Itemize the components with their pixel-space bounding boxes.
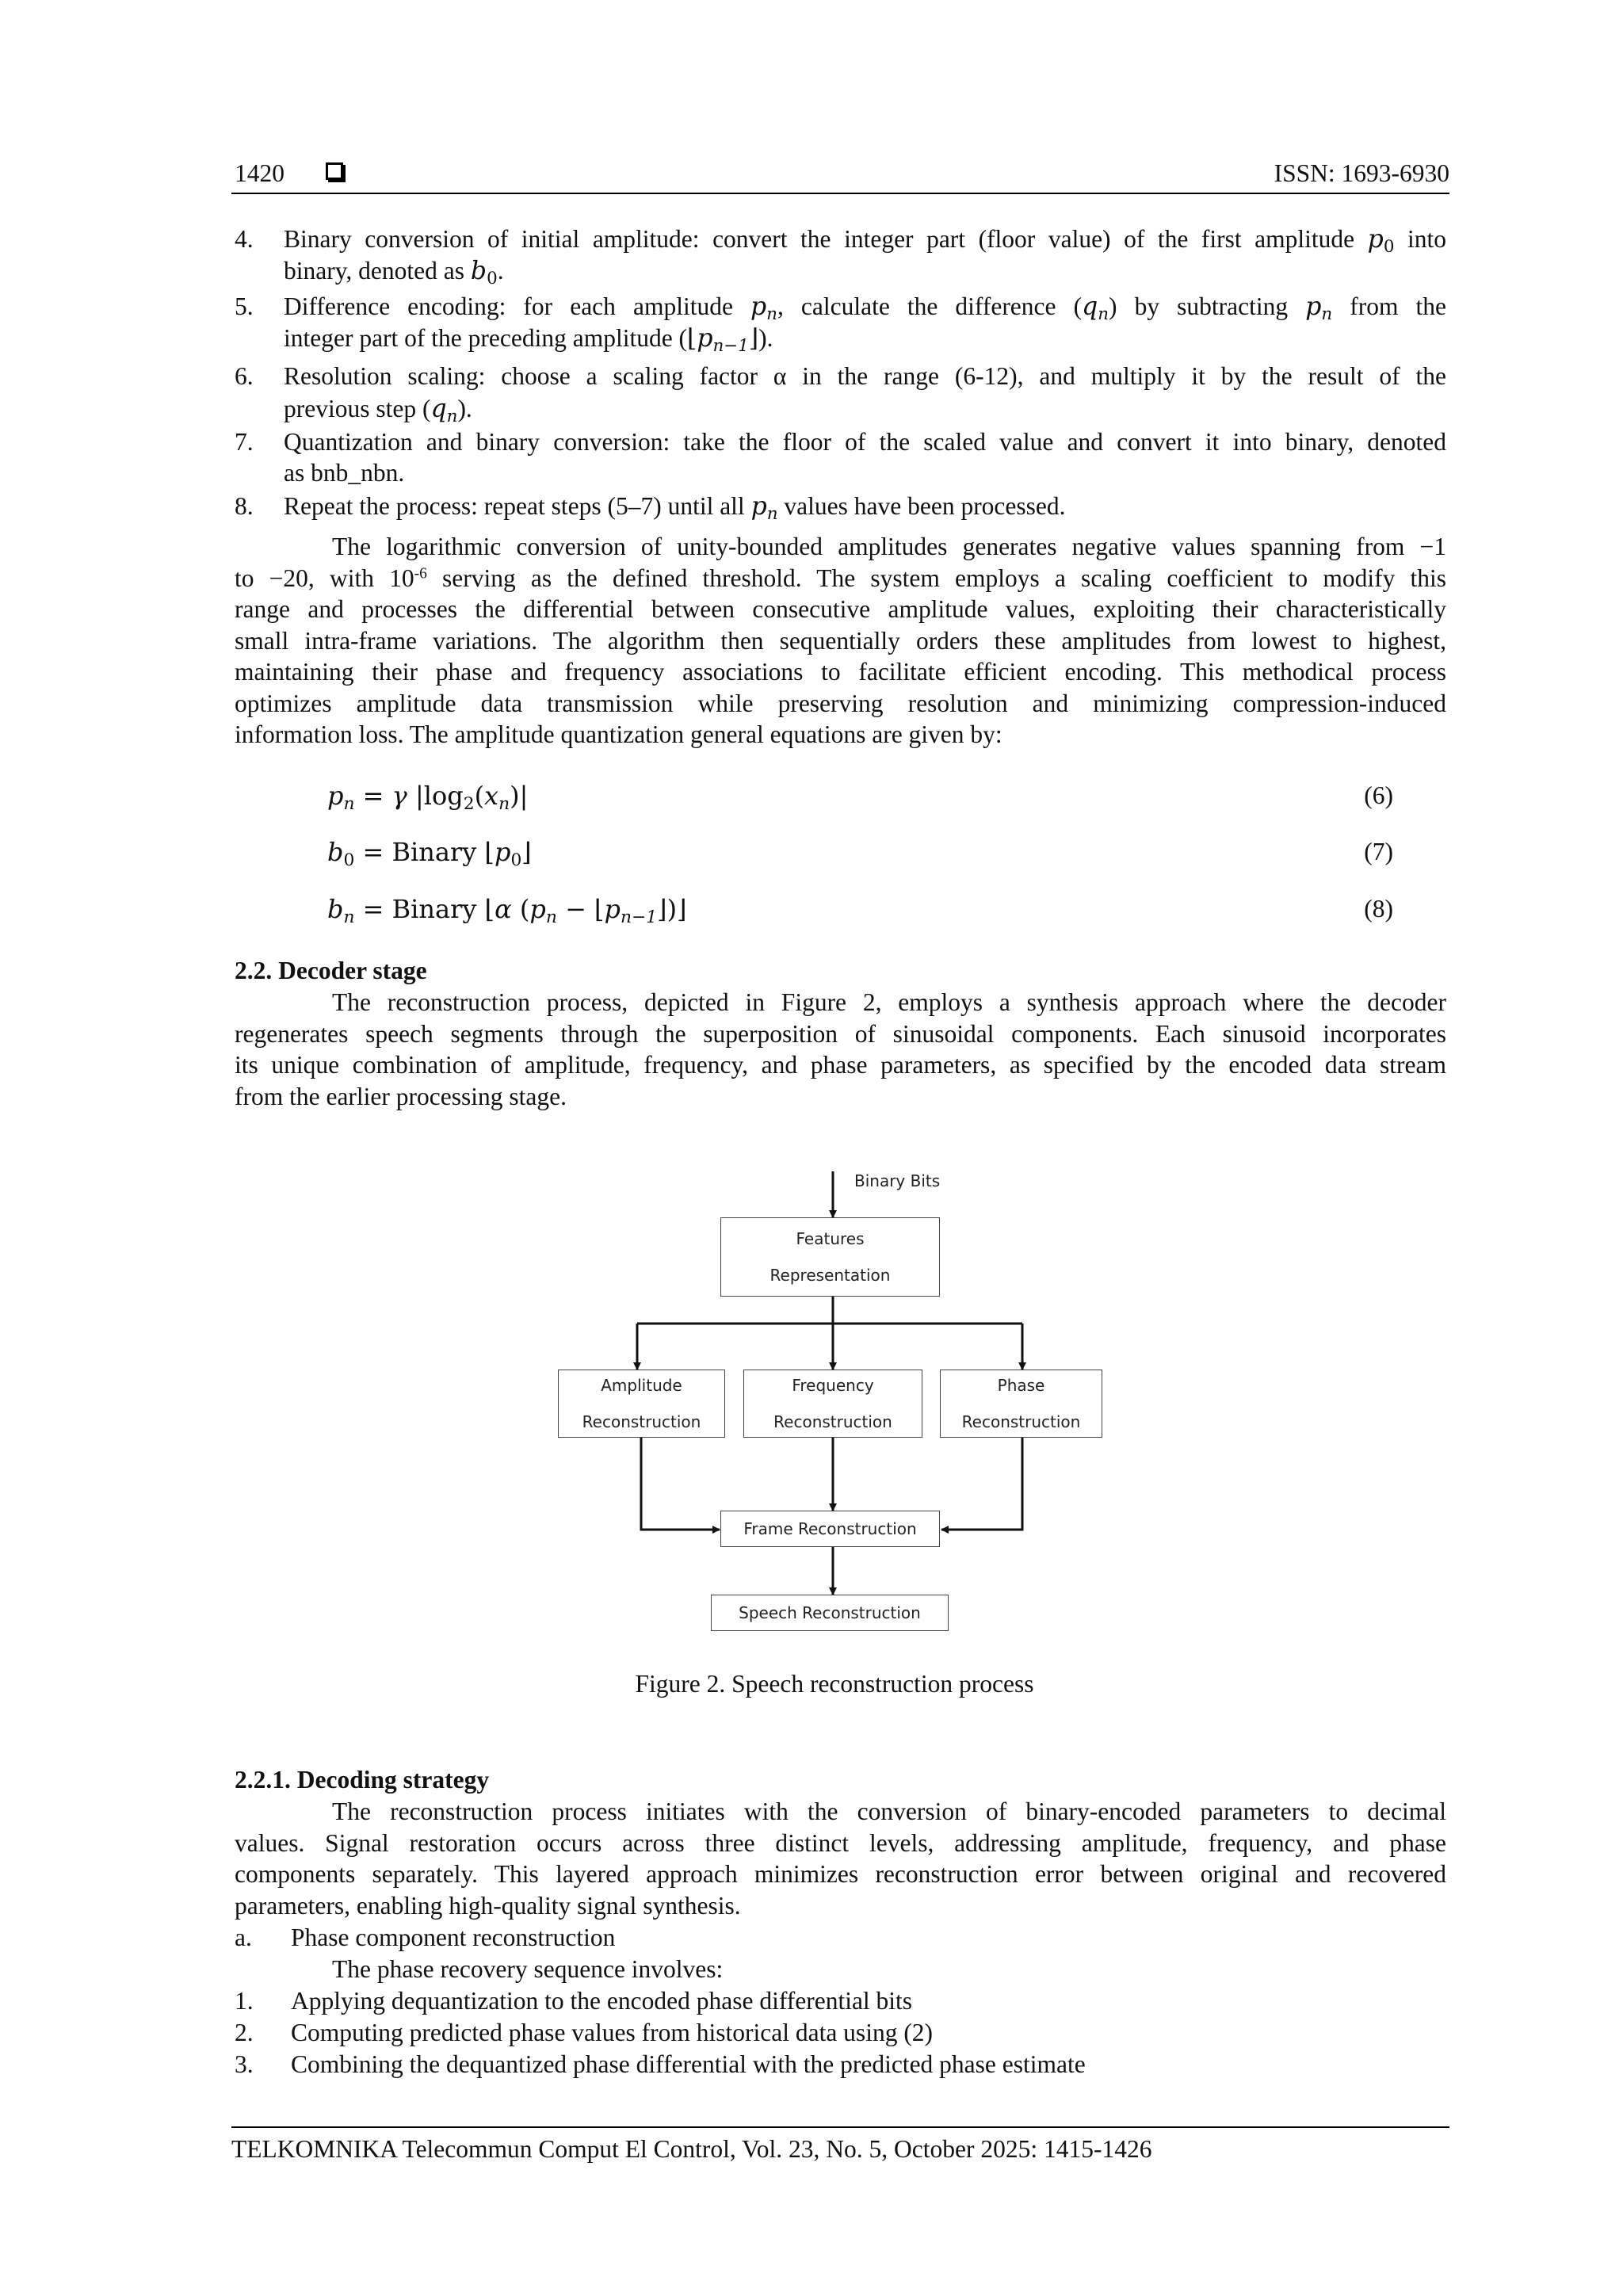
list-item: 7. Quantization and binary conversion: take the floor of the scaled value and convert it into binary, denoted as bnb_nbn.: [235, 428, 1446, 487]
list-item: 2. Computing predicted phase values from historical data using (2): [235, 2019, 934, 2046]
square-bullet-icon: [326, 162, 343, 180]
equation-6: $p_n = \gamma$ $|\log_2(x_n)|$: [327, 781, 529, 815]
list-item: 4. Binary conversion of initial amplitude: convert the integer part (floor value) of the first amplitude $p_0$ into binary, denoted as $b_0$.: [235, 225, 1446, 288]
speech-reconstruction-box: Speech Reconstruction: [711, 1595, 949, 1631]
step-list: [235, 223, 1446, 522]
input-label: Binary Bits: [854, 1171, 941, 1190]
equation-8: $b_n$ = Binary ⌊α ($p_n$ − $⌊p_{n-1}⌋)⌋$: [327, 894, 687, 928]
equation-number-7: (7): [1364, 838, 1393, 865]
arrow-phase-to-frame: [941, 1437, 1022, 1530]
decoding-paragraph: The reconstruction process initiates with the conversion of binary-encoded parameters to decimal values. Signal restoration occurs across three distinct levels, addressing amplitude, frequency, and phase components separately. This layered approach minimizes reconstruction error between original and recovered parameters, enabling high-quality signal synthesis.: [235, 1797, 1446, 1920]
equation-7: $b_0$ = Binary $⌊p_0⌋$: [327, 837, 532, 871]
list-item: 5. Difference encoding: for each amplitude $p_n$, calculate the difference $(q_n)$ by subtracting $p_n$ from the integer part of the preceding amplitude $(⌊p_{n-1}⌋)$.: [235, 292, 1446, 356]
equation-number-8: (8): [1364, 895, 1393, 923]
frequency-reconstruction-box: Frequency Reconstruction: [743, 1370, 922, 1438]
phase-intro: The phase recovery sequence involves:: [332, 1955, 724, 1983]
arrow-amplitude-to-frame: [641, 1437, 720, 1530]
frame-reconstruction-box: Frame Reconstruction: [720, 1511, 940, 1547]
amplitude-reconstruction-box: Amplitude Reconstruction: [558, 1370, 725, 1438]
list-item: 8. Repeat the process: repeat steps (5–7) until all $p_n$ values have been processed.: [235, 492, 1066, 524]
footer-citation: TELKOMNIKA Telecommun Comput El Control, Vol. 23, No. 5, October 2025: 1415-1426: [231, 2135, 1152, 2163]
figure-caption: Figure 2. Speech reconstruction process: [635, 1670, 1034, 1698]
equation-number-6: (6): [1364, 781, 1393, 809]
phase-steps-list: [235, 1985, 1446, 2080]
issn: ISSN: 1693-6930: [1274, 159, 1449, 187]
item-a: a. Phase component reconstruction: [235, 1924, 616, 1951]
section-heading-2-2: 2.2. Decoder stage: [235, 957, 427, 984]
page-number: 1420: [235, 159, 285, 187]
header-rule: [231, 193, 1449, 194]
list-item: 3. Combining the dequantized phase differential with the predicted phase estimate: [235, 2050, 1086, 2078]
section-heading-2-2-1: 2.2.1. Decoding strategy: [235, 1766, 490, 1794]
list-item: 1. Applying dequantization to the encoded phase differential bits: [235, 1987, 913, 2015]
amplitude-paragraph: The logarithmic conversion of unity-bounded amplitudes generates negative values spanning from −1 to −20, with $10^{-6}$ serving as the defined threshold. The system employs a scaling coefficient to modify this range and processes the differential between consecutive amplitude values, exploiting their characteristically small intra-frame variations. The algorithm then sequentially orders these amplitudes from lowest to highest, maintaining their phase and frequency associations to facilitate efficient encoding. This methodical process optimizes amplitude data transmission while preserving resolution and minimizing compression-induced information loss. The amplitude quantization general equations are given by:: [235, 533, 1446, 748]
phase-reconstruction-box: Phase Reconstruction: [940, 1370, 1102, 1438]
footer-rule: [231, 2126, 1449, 2128]
list-item: 6. Resolution scaling: choose a scaling factor α in the range (6-12), and multiply it by the result of the previous step $(q_n)$.: [235, 362, 1446, 426]
features-representation-box: Features Representation: [720, 1217, 940, 1297]
decoder-paragraph: The reconstruction process, depicted in Figure 2, employs a synthesis approach where the decoder regenerates speech segments through the superposition of sinusoidal components. Each sinusoid incorporates its unique combination of amplitude, frequency, and phase parameters, as specified by the encoded data stream from the earlier processing stage.: [235, 988, 1446, 1110]
